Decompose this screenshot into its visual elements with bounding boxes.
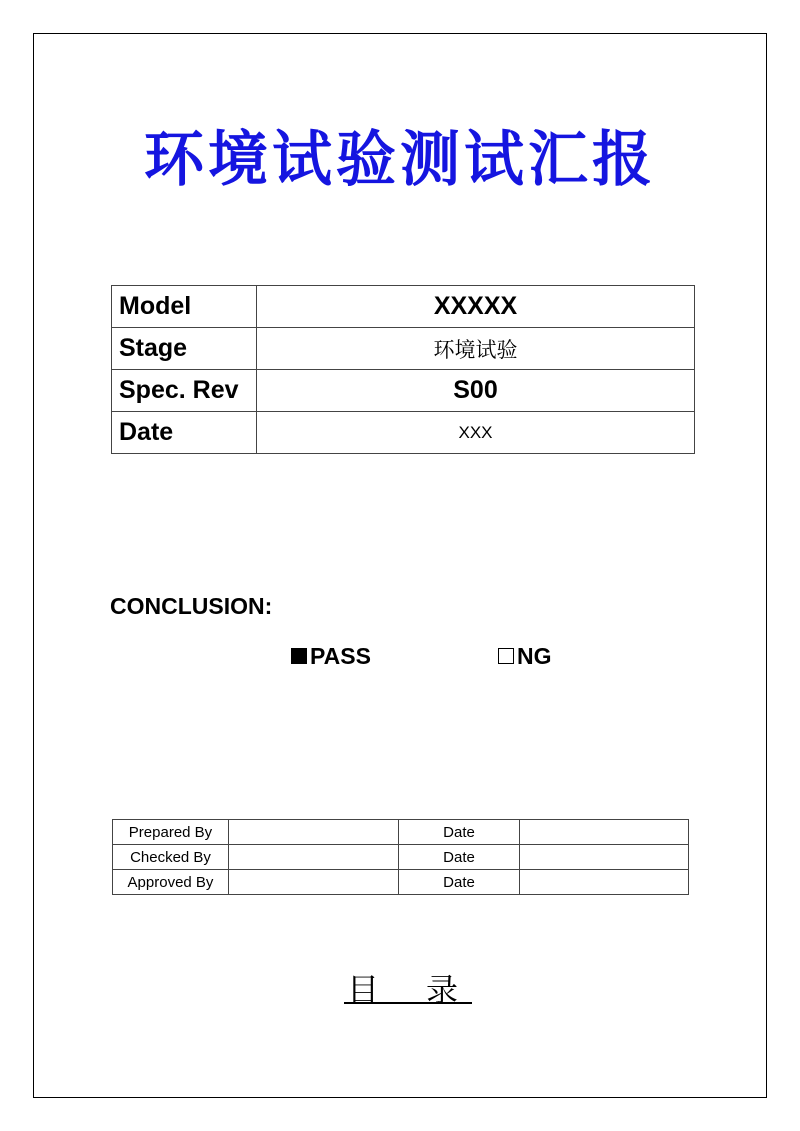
signoff-date-label: Date — [399, 870, 520, 895]
signoff-role: Checked By — [113, 845, 229, 870]
signoff-date-label: Date — [399, 845, 520, 870]
signoff-table — [112, 819, 689, 895]
signoff-row — [113, 870, 689, 895]
info-label-spec-rev: Spec. Rev — [112, 370, 257, 412]
info-table — [111, 285, 695, 454]
signoff-row — [113, 820, 689, 845]
info-label-model: Model — [112, 286, 257, 328]
toc-char-1: 目 — [347, 971, 380, 1009]
info-row-spec-rev — [112, 370, 695, 412]
ng-option[interactable] — [498, 643, 552, 670]
conclusion-label: CONCLUSION: — [110, 593, 273, 619]
info-label-stage: Stage — [112, 328, 257, 370]
pass-checkbox[interactable] — [291, 648, 307, 664]
info-label-date: Date — [112, 412, 257, 454]
signoff-role: Approved By — [113, 870, 229, 895]
signoff-name-cell[interactable] — [229, 870, 399, 895]
document-title: 环境试验测试汇报 — [144, 125, 656, 195]
signoff-date-cell[interactable] — [520, 845, 689, 870]
info-value-model: XXXXX — [257, 286, 695, 328]
info-row-stage — [112, 328, 695, 370]
pass-label: PASS — [310, 643, 371, 669]
signoff-role: Prepared By — [113, 820, 229, 845]
toc-heading — [344, 962, 472, 1009]
signoff-name-cell[interactable] — [229, 820, 399, 845]
toc-char-2: 录 — [426, 971, 459, 1009]
signoff-date-label: Date — [399, 820, 520, 845]
signoff-row — [113, 845, 689, 870]
signoff-name-cell[interactable] — [229, 845, 399, 870]
info-value-date: XXX — [257, 412, 695, 454]
pass-option[interactable] — [291, 643, 371, 670]
signoff-date-cell[interactable] — [520, 870, 689, 895]
info-value-spec-rev: S00 — [257, 370, 695, 412]
signoff-date-cell[interactable] — [520, 820, 689, 845]
info-row-model — [112, 286, 695, 328]
info-row-date — [112, 412, 695, 454]
ng-checkbox[interactable] — [498, 648, 514, 664]
ng-label: NG — [517, 643, 552, 669]
info-value-stage: 环境试验 — [257, 328, 695, 370]
